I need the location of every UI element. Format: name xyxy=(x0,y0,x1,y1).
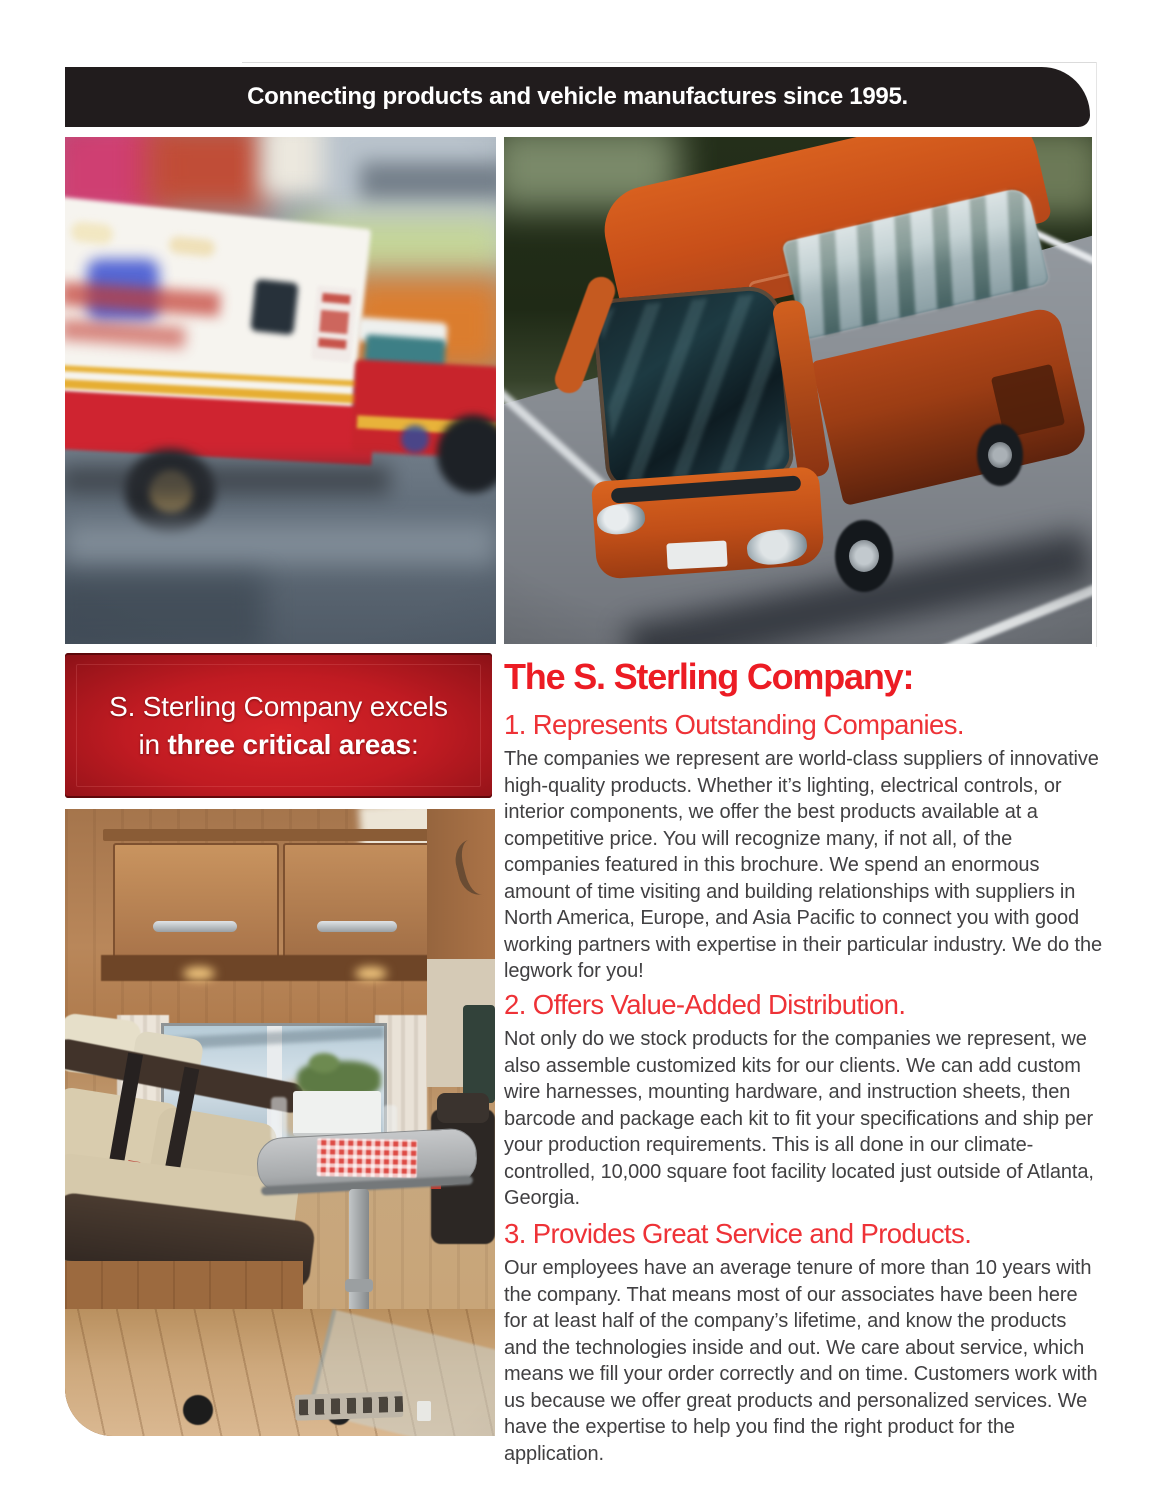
floor-mat xyxy=(307,1309,495,1436)
cabinet-underside xyxy=(101,955,437,981)
table-pedestal-leg xyxy=(349,1189,369,1375)
grab-handle xyxy=(451,835,495,898)
ambulance-photo xyxy=(65,137,496,644)
under-cabinet-light xyxy=(183,967,215,980)
hillside-blur-patch xyxy=(504,137,679,210)
seatbelt-buckle xyxy=(431,1171,441,1189)
bus-roof-hatch xyxy=(832,236,915,277)
guardrail-line xyxy=(951,191,1092,273)
wine-glass xyxy=(271,1097,287,1141)
cabinet-top-rail xyxy=(103,829,437,841)
bus-front-bumper xyxy=(591,466,825,580)
coach-bus xyxy=(589,182,1069,627)
sofa-front-bolster xyxy=(65,1191,316,1290)
excels-banner xyxy=(65,653,492,798)
coach-bus-photo xyxy=(504,137,1092,644)
ambulance-cab xyxy=(351,359,496,458)
background-blur-patch xyxy=(260,137,350,197)
wood-pillar xyxy=(427,809,495,1077)
ambulance-clearance-light xyxy=(168,236,216,258)
rv-interior-photo xyxy=(65,809,495,1436)
hillside-blur-patch xyxy=(934,137,1092,217)
sofa-headrest xyxy=(130,1030,205,1088)
cockpit-seat xyxy=(431,1109,495,1244)
bus-roof-vent-rack xyxy=(899,199,1003,249)
lane-marking xyxy=(504,388,613,495)
seatbelt-strap xyxy=(106,1053,143,1182)
window-pillar xyxy=(267,1026,282,1148)
excels-banner-line1: S. Sterling Company excels xyxy=(109,690,448,722)
road-surface xyxy=(504,137,1092,644)
background-blur-patch xyxy=(290,217,496,272)
window-sill xyxy=(153,1147,391,1157)
under-cabinet-light xyxy=(355,967,387,980)
bus-roof-hatch xyxy=(747,266,822,304)
section-body: Our employees have an average tenure of more than 10 years with the company. That means most of our associates have been here for at least half of the company’s lifetime, and know the products and the technologies inside and out. We care about service, which means we fill your order correctly and on time. Customers work with us because we offer great products and personalized services. We have the expertise to help you find the right product for the application. xyxy=(504,1257,1098,1465)
section-body: The companies we represent are world-class suppliers of innovative high-quality products. Whether it’s lighting, electrical controls, or interior components, we offer the best products available at a competitive price. You will recognize many, if not all, of the companies featured in this brochure. We spend an enormous amount of time visiting and building relationships with suppliers in North America, Europe, and Asia Pacific to connect you with good working partners with expertise in their particular industry. We do the legwork for you! xyxy=(504,748,1102,982)
cockpit-seat-headrest xyxy=(437,1093,489,1123)
sofa-back-cushion xyxy=(147,1105,279,1205)
potted-plant xyxy=(297,1061,381,1099)
dinette-table-top xyxy=(256,1127,479,1194)
lane-marking xyxy=(911,572,1092,644)
sofa-seat-cushion xyxy=(65,1152,300,1237)
section-represents-companies xyxy=(504,709,1102,985)
ambulance-side-window xyxy=(250,279,298,335)
bus-front-wheel xyxy=(835,520,893,592)
wood-floor xyxy=(65,1309,495,1436)
bus-roof xyxy=(596,137,1053,319)
window-glare xyxy=(164,1026,384,1049)
cab-seat-through-window xyxy=(284,1081,356,1136)
page-edge-hairline-horizontal xyxy=(242,62,1096,63)
excels-banner-inner-frame xyxy=(76,664,481,787)
ambulance-rear-wheel xyxy=(125,449,215,533)
ambulance-cab-windshield xyxy=(364,334,446,373)
excels-line2-suffix: : xyxy=(410,728,419,760)
section-value-added-distribution xyxy=(504,989,1102,1212)
ambulance-lettering-blur xyxy=(65,281,221,316)
ambulance-red-stripe xyxy=(65,391,374,466)
bus-rear-wheel xyxy=(977,424,1023,486)
bus-headlight xyxy=(596,502,647,537)
section-heading: 3. Provides Great Service and Products. xyxy=(504,1218,972,1249)
page-edge-hairline-vertical xyxy=(1096,62,1097,647)
background-blur-patch xyxy=(145,137,270,212)
bus-a-pillar xyxy=(771,299,830,480)
section-great-service xyxy=(504,1218,1102,1467)
ambulance-911-sign xyxy=(311,285,357,362)
wine-glass xyxy=(383,1105,397,1145)
sofa-back-cushion xyxy=(65,1086,183,1193)
floor-fixture-knob xyxy=(183,1395,213,1425)
bus-side-windows xyxy=(782,186,1050,340)
overhead-cabinet-door xyxy=(113,843,279,959)
table-pedestal-joint xyxy=(345,1279,373,1292)
planter-box xyxy=(293,1091,381,1136)
cockpit-door-window xyxy=(463,1005,495,1103)
bus-grille xyxy=(611,475,802,503)
sofa-wood-base xyxy=(65,1261,303,1436)
ambulance-body xyxy=(65,195,371,423)
section-heading: 2. Offers Value-Added Distribution. xyxy=(504,989,906,1020)
rv-ceiling xyxy=(358,809,495,854)
bus-side-body xyxy=(811,305,1090,506)
ambulance-yellow-stripe xyxy=(65,379,370,404)
sofa-back-trim xyxy=(65,1037,306,1115)
bus-rear-rim xyxy=(988,442,1012,468)
rv-window xyxy=(161,1023,387,1151)
floor-fixture-knob xyxy=(327,1401,351,1425)
road-dark-shadow xyxy=(65,575,265,644)
seatbelt-clip xyxy=(126,1160,141,1178)
ambulance-clearance-light xyxy=(70,221,114,245)
bus-luggage-door xyxy=(991,364,1065,438)
cabinet-handle xyxy=(153,921,237,932)
wall-socket xyxy=(417,1401,431,1421)
floor-vent-grille xyxy=(295,1391,404,1421)
ambulance-door-emblem xyxy=(401,425,429,453)
bus-front-rim xyxy=(849,540,879,572)
ambulance-under-shadow xyxy=(65,465,390,495)
background-blur-patch xyxy=(65,137,162,222)
tagline-text: Connecting products and vehicle manufactures since 1995. xyxy=(247,83,908,110)
window-curtain xyxy=(117,1015,169,1155)
sofa-headrest xyxy=(65,1012,142,1079)
page-title: The S. Sterling Company: xyxy=(504,656,914,697)
bus-shadow xyxy=(624,529,1092,644)
tagline-banner xyxy=(65,67,1090,127)
wood-grain-overlay xyxy=(65,809,495,1436)
ambulance-lettering-blur xyxy=(65,319,186,349)
road-light-streak xyxy=(65,523,496,565)
window-curtain xyxy=(375,1015,427,1155)
overhead-cabinet-door xyxy=(283,843,435,959)
bus-windshield xyxy=(591,284,795,492)
section-heading: 1. Represents Outstanding Companies. xyxy=(504,709,964,740)
bus-headlight xyxy=(745,526,809,567)
bus-license-plate xyxy=(666,540,727,569)
background-blur-patch xyxy=(343,275,496,375)
excels-line2-prefix: in xyxy=(138,728,168,760)
background-blur-patch xyxy=(323,137,496,262)
excels-line2-bold: three critical areas xyxy=(167,728,411,760)
ambulance-cab-stripe xyxy=(357,415,496,435)
bus-left-mirror-arm xyxy=(551,273,619,397)
cockpit-wall xyxy=(427,959,495,1087)
dinette-table-edge xyxy=(261,1175,473,1195)
ambulance-cab-roof xyxy=(356,317,447,347)
background-blur-patch xyxy=(360,162,496,200)
potted-plant xyxy=(309,1053,339,1073)
section-body: Not only do we stock products for the companies we represent, we also assemble customized kits for our clients. We can add custom wire harnesses, mounting hardware, and instruction sheets, then barcode and package each kit to fit your specifications and ship per your production requirements. This is all done in our climate-controlled, 10,000 square foot facility located just outside of Atlanta, Georgia. xyxy=(504,1028,1094,1209)
cabinet-handle xyxy=(317,921,397,932)
star-of-life-emblem xyxy=(87,259,159,321)
ambulance-rear-rim xyxy=(149,471,193,513)
ambulance-yellow-stripe xyxy=(65,365,370,387)
gingham-napkin xyxy=(317,1138,418,1178)
ambulance-front-wheel xyxy=(437,415,496,493)
seatbelt-strap xyxy=(162,1067,200,1188)
